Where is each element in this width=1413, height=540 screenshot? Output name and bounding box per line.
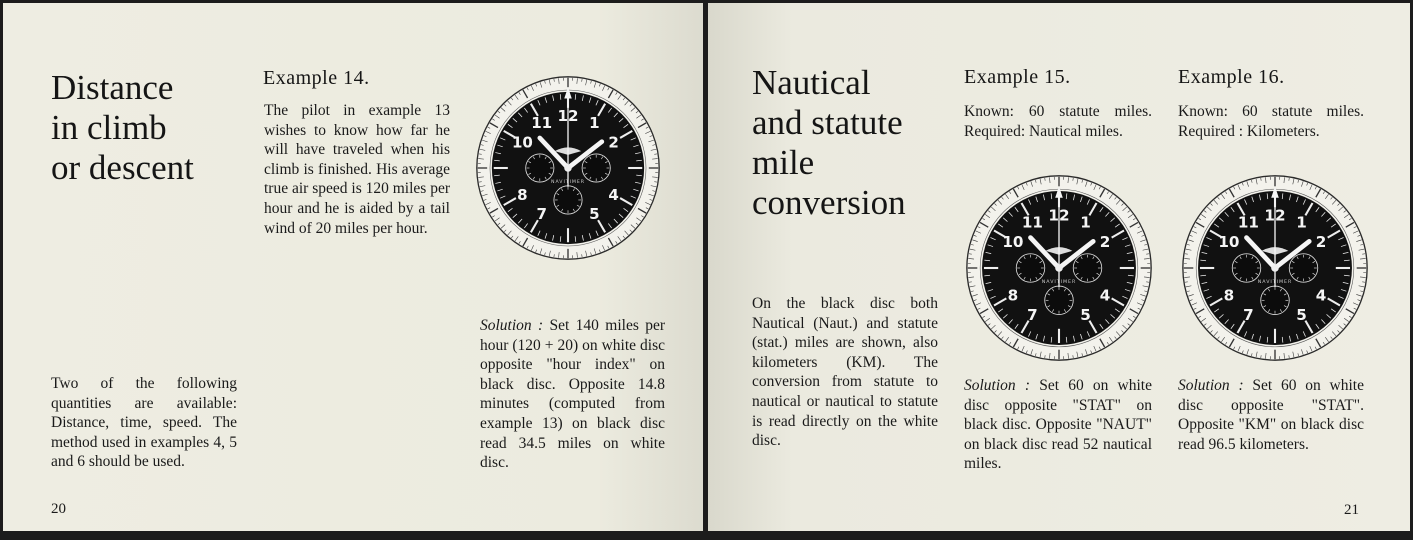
left-title-line-1: Distance <box>51 68 174 107</box>
watch-face-icon <box>474 74 662 262</box>
right-intro-text: On the black disc both Nautical (Naut.) and statute (stat.) miles are shown, also kilometers (KM). The conversion from statute to nautical or nautical to statute is read directly on the white disc. <box>752 295 938 450</box>
solution-label: Solution : <box>1178 377 1244 394</box>
page-number-left: 20 <box>51 501 66 517</box>
svg-text:5: 5 <box>1080 305 1091 324</box>
navitimer-watch-left <box>474 74 662 262</box>
example-16-solution <box>1178 376 1364 454</box>
solution-label: Solution : <box>480 317 544 334</box>
svg-text:1: 1 <box>589 114 600 133</box>
navitimer-watch-right-2 <box>1180 173 1370 363</box>
example-15-given: Known: 60 statute miles. Required: Nautical miles. <box>964 103 1152 140</box>
right-title <box>752 63 906 223</box>
svg-text:12: 12 <box>557 107 579 125</box>
example-14-heading: Example 14. <box>263 67 370 89</box>
right-title-line-3: mile <box>752 143 815 182</box>
watch-face-icon <box>964 173 1154 363</box>
svg-text:4: 4 <box>1315 286 1327 305</box>
navitimer-watch-right-1 <box>964 173 1154 363</box>
svg-text:5: 5 <box>589 205 600 224</box>
page-number-right: 21 <box>1344 502 1359 518</box>
svg-text:7: 7 <box>536 205 547 224</box>
svg-text:12: 12 <box>1264 206 1286 225</box>
watch-brand-label: NAVITIMER <box>551 180 585 186</box>
example-16-heading: Example 16. <box>1178 66 1285 88</box>
solution-text: Set 60 on white disc opposite "STAT". Opposite "KM" on black disc read 96.5 kilometers. <box>1178 377 1364 453</box>
right-title-line-4: conversion <box>752 183 906 222</box>
solution-text: Set 60 on white disc opposite "STAT" on black disc. Opposite "NAUT" on black disc read 52 nautical miles. <box>964 377 1152 473</box>
left-page <box>3 3 703 531</box>
example-15-heading: Example 15. <box>964 66 1071 88</box>
svg-text:11: 11 <box>1237 213 1259 232</box>
right-title-line-1: Nautical <box>752 63 871 102</box>
svg-text:10: 10 <box>1218 233 1240 252</box>
left-title-line-2: in climb <box>51 108 167 147</box>
svg-text:1: 1 <box>1296 213 1307 232</box>
left-title-line-3: or descent <box>51 148 194 187</box>
svg-text:11: 11 <box>531 114 553 133</box>
watch-face-icon <box>1180 173 1370 363</box>
svg-text:10: 10 <box>511 133 533 152</box>
svg-text:10: 10 <box>1002 233 1024 252</box>
example-14-text: The pilot in example 13 wishes to know how far he will have traveled when his climb is finished. His average true air speed is 120 miles per hour and he is aided by a tail wind of 20 miles per hour. <box>264 102 450 237</box>
svg-text:2: 2 <box>608 133 619 152</box>
left-title <box>51 68 194 188</box>
svg-text:2: 2 <box>1099 233 1111 252</box>
watch-brand-label: NAVITIMER <box>1041 280 1077 286</box>
svg-text:7: 7 <box>1027 305 1038 324</box>
svg-text:4: 4 <box>608 185 619 204</box>
svg-text:12: 12 <box>1048 206 1070 225</box>
solution-label: Solution : <box>964 377 1031 394</box>
svg-text:1: 1 <box>1080 213 1091 232</box>
svg-text:8: 8 <box>517 185 528 204</box>
example-15-solution <box>964 376 1152 474</box>
svg-text:8: 8 <box>1223 286 1235 305</box>
example-14-solution <box>480 316 665 473</box>
example-16-given: Known: 60 statute miles. Required : Kilometers. <box>1178 103 1364 140</box>
watch-brand-label: NAVITIMER <box>1257 280 1293 286</box>
right-title-line-2: and statute <box>752 103 903 142</box>
svg-text:2: 2 <box>1315 233 1327 252</box>
svg-text:4: 4 <box>1099 286 1111 305</box>
svg-text:7: 7 <box>1243 305 1254 324</box>
svg-text:5: 5 <box>1296 305 1307 324</box>
svg-text:11: 11 <box>1021 213 1043 232</box>
left-intro-text: Two of the following quantities are available: Distance, time, speed. The method used in examples 4, 5 and 6 should be used. <box>51 375 237 471</box>
solution-text: Set 140 miles per hour (120 + 20) on white disc opposite "hour index" on black disc. Opposite 14.8 minutes (computed from example 13) on black disc read 34.5 miles on white disc. <box>480 317 665 472</box>
svg-text:8: 8 <box>1007 286 1019 305</box>
right-page <box>708 3 1410 531</box>
